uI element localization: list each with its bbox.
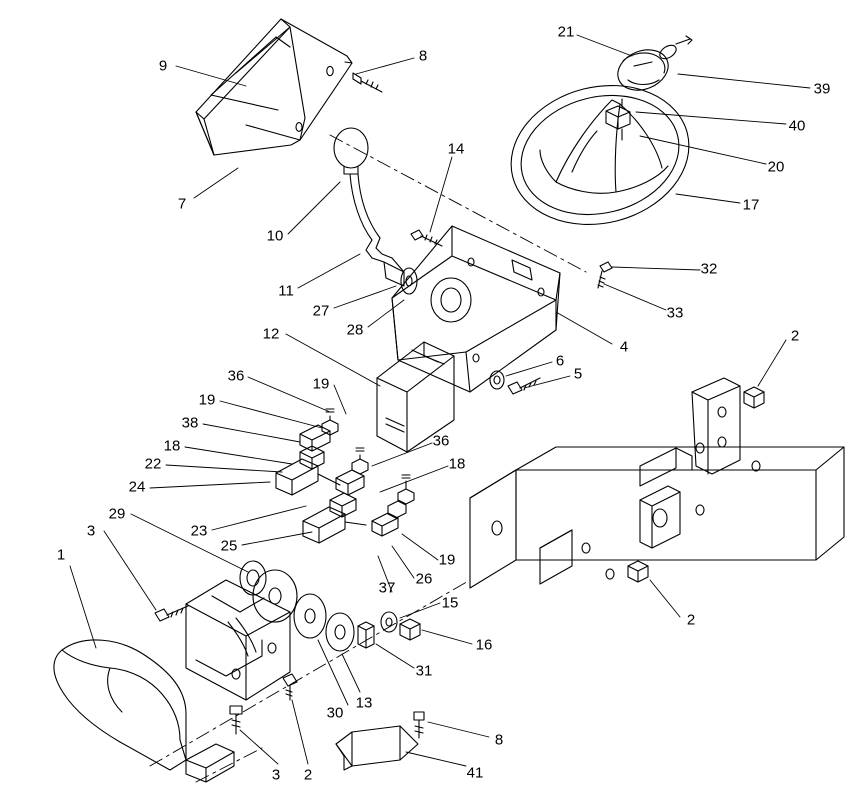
callout-number: 2 [303, 766, 313, 784]
callout-number: 1 [56, 546, 66, 564]
callout-number: 13 [355, 694, 373, 712]
callout-number: 40 [788, 117, 806, 135]
part-nut-16 [400, 619, 420, 640]
part-bracket-41 [336, 726, 418, 770]
part-chassis-frame [470, 378, 844, 588]
part-pedal-bracket [186, 561, 290, 700]
callout-number: 18 [448, 455, 466, 473]
part-disc-30 [294, 594, 326, 638]
callout-number: 7 [177, 195, 187, 213]
callout-number: 8 [494, 731, 504, 749]
callout-number: 2 [686, 611, 696, 629]
callout-number: 19 [198, 391, 216, 409]
callout-number: 36 [432, 432, 450, 450]
part-bolt-5 [508, 378, 540, 394]
part-steering-hub [612, 36, 692, 97]
callout-number: 28 [346, 321, 364, 339]
callout-number: 24 [128, 478, 146, 496]
callout-number: 4 [619, 338, 629, 356]
callout-number: 11 [278, 282, 294, 300]
callout-number: 38 [181, 414, 199, 432]
part-shift-lever [350, 174, 417, 294]
callout-number: 23 [190, 522, 208, 540]
callout-number: 25 [220, 537, 238, 555]
callout-number: 32 [700, 260, 718, 278]
callout-number: 3 [86, 522, 96, 540]
callout-number: 36 [227, 367, 245, 385]
callout-number: 8 [418, 47, 428, 65]
callout-number: 15 [441, 594, 459, 612]
callout-number: 29 [108, 505, 126, 523]
callout-number: 19 [438, 551, 456, 569]
part-nut-2-lower [628, 561, 648, 582]
callout-number: 21 [557, 23, 575, 41]
part-cover-panel [196, 19, 352, 155]
callout-number: 6 [555, 352, 565, 370]
callout-number: 33 [666, 304, 684, 322]
part-pedal-pad-1 [54, 640, 186, 770]
callout-number: 27 [312, 302, 330, 320]
leader-lines [70, 35, 810, 766]
callout-number: 22 [144, 455, 162, 473]
part-washer-15 [381, 612, 397, 632]
callout-number: 31 [415, 662, 433, 680]
part-bolt-8-bottom [414, 712, 424, 738]
callout-number: 41 [466, 764, 484, 782]
part-bolt-14 [411, 230, 442, 246]
callout-number: 2 [790, 327, 800, 345]
callout-number: 18 [163, 437, 181, 455]
callout-number: 19 [312, 375, 330, 393]
part-bolt-8-top [353, 73, 382, 92]
callout-number: 26 [415, 570, 433, 588]
callout-number: 16 [475, 636, 493, 654]
part-disc-13 [326, 613, 354, 651]
callout-number: 12 [262, 325, 280, 343]
callout-number: 37 [378, 579, 396, 597]
part-steering-wheel [496, 67, 704, 243]
callout-number: 17 [742, 196, 760, 214]
part-shift-knob [334, 128, 368, 174]
part-nut-2-upper [744, 387, 764, 408]
callout-number: 9 [158, 57, 168, 75]
callout-number: 30 [326, 704, 344, 722]
part-washer-6 [490, 371, 504, 389]
part-fittings-cluster [276, 409, 414, 543]
callout-number: 3 [271, 766, 281, 784]
callout-number: 20 [767, 158, 785, 176]
callout-number: 10 [266, 227, 284, 245]
callout-number: 5 [573, 365, 583, 383]
assembly-axis [150, 135, 586, 782]
part-bolt-3-left [155, 606, 188, 621]
part-disc-29 [253, 570, 297, 622]
callout-number: 39 [813, 80, 831, 98]
part-pedal-mount-3 [186, 744, 234, 782]
callout-number: 14 [447, 140, 465, 158]
